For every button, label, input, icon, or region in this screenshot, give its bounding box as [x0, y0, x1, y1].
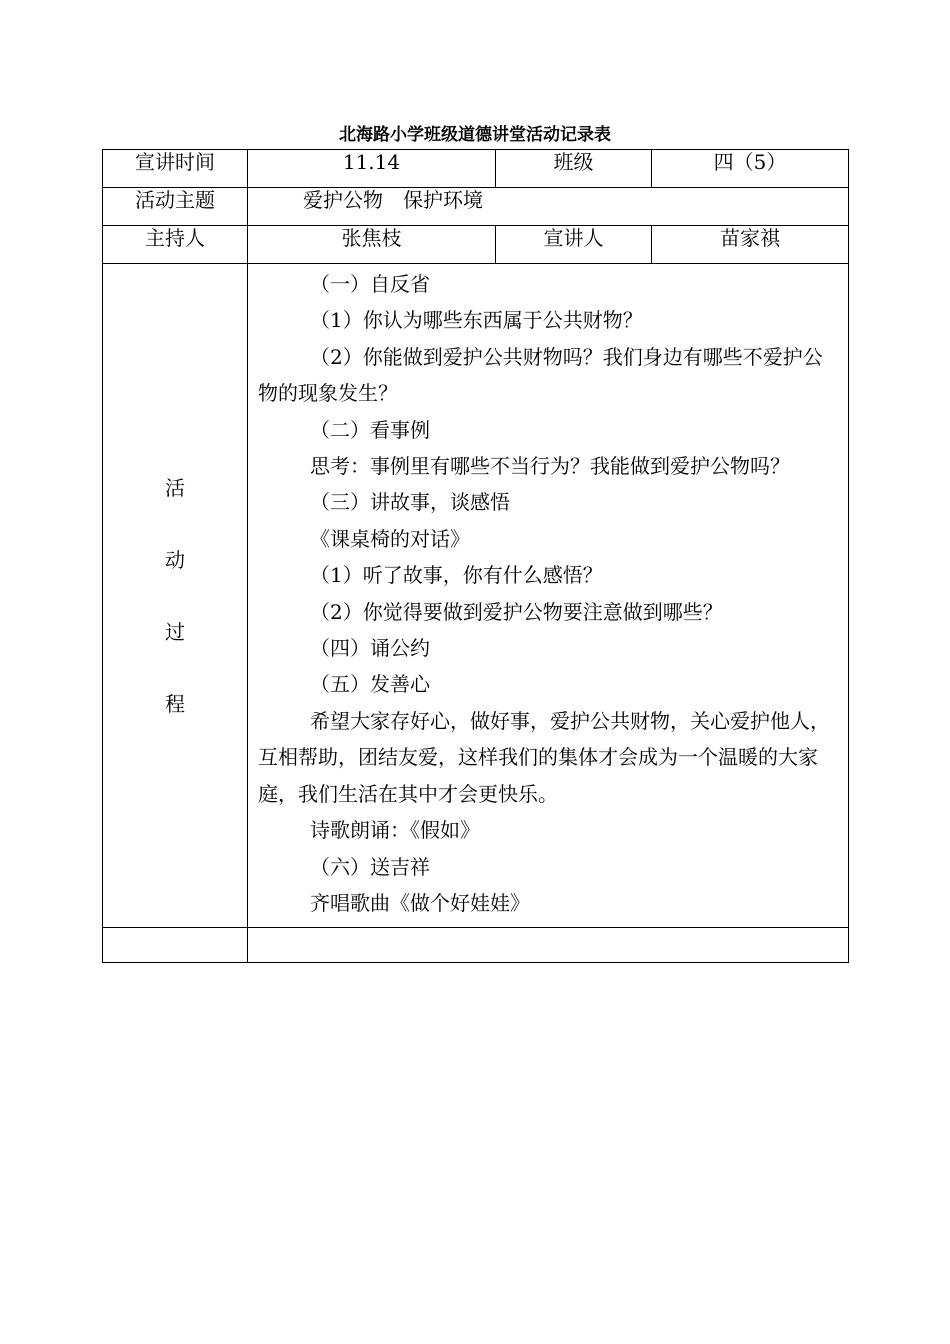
record-table — [102, 149, 849, 963]
process-line: （1）你认为哪些东西属于公共财物？ — [310, 308, 643, 333]
process-content — [248, 264, 849, 928]
process-line: （一）自反省 — [310, 272, 430, 296]
process-line: 齐唱歌曲《做个好娃娃》 — [310, 890, 530, 915]
host-value: 张焦枝 — [248, 226, 496, 264]
process-line: （三）讲故事，谈感悟 — [310, 490, 510, 515]
process-label-char: 过 — [165, 619, 185, 644]
process-line: 思考：事例里有哪些不当行为？我能做到爱护公物吗？ — [310, 454, 790, 479]
process-label-char: 程 — [165, 691, 185, 716]
process-line: （四）诵公约 — [310, 636, 430, 661]
table-row-host — [103, 226, 849, 264]
theme-label: 活动主题 — [103, 188, 248, 226]
host-label: 主持人 — [103, 226, 248, 264]
time-label: 宣讲时间 — [103, 150, 248, 188]
speaker-value: 苗家祺 — [652, 226, 849, 264]
process-line: 《课桌椅的对话》 — [310, 526, 470, 551]
time-value: 11.14 — [248, 150, 496, 188]
process-line: （二）看事例 — [310, 417, 430, 442]
process-line: 希望大家存好心，做好事，爱护公共财物，关心爱护他人，互相帮助，团结友爱，这样我们的集体才会成为一个温暖的大家庭，我们生活在其中才会更快乐。 — [258, 708, 830, 806]
process-line: （五）发善心 — [310, 672, 430, 697]
process-label-char: 动 — [165, 547, 185, 572]
process-line: （2）你能做到爱护公共财物吗？我们身边有哪些不爱护公物的现象发生？ — [258, 344, 823, 406]
table-row-time — [103, 150, 849, 188]
process-line: （2）你觉得要做到爱护公物要注意做到哪些？ — [310, 599, 723, 624]
speaker-label: 宣讲人 — [496, 226, 652, 264]
empty-cell — [103, 928, 248, 963]
table-row-theme — [103, 188, 849, 226]
process-line: 诗歌朗诵：《假如》 — [310, 818, 480, 843]
process-label-cell — [103, 264, 248, 928]
empty-cell — [248, 928, 849, 963]
process-label — [103, 476, 247, 716]
table-row-empty — [103, 928, 849, 963]
table-row-process — [103, 264, 849, 928]
class-value: 四（5） — [652, 150, 849, 188]
process-line: （六）送吉祥 — [310, 854, 430, 879]
process-line: （1）听了故事，你有什么感悟？ — [310, 563, 603, 588]
class-label: 班级 — [496, 150, 652, 188]
theme-value: 爱护公物 保护环境 — [303, 188, 483, 212]
page-title: 北海路小学班级道德讲堂活动记录表 — [339, 125, 611, 145]
process-label-char: 活 — [165, 475, 185, 500]
